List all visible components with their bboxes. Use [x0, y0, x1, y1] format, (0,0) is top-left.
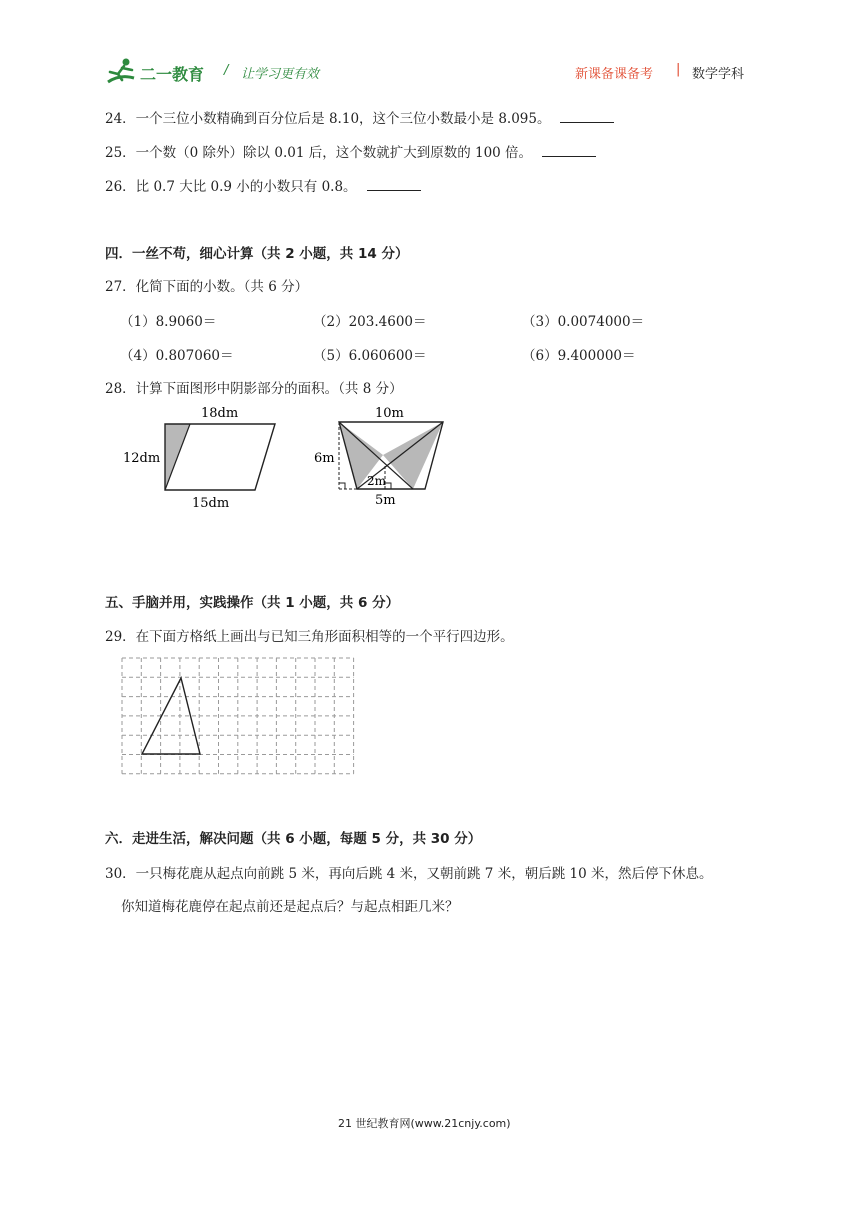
parallelogram-figure [115, 400, 290, 515]
fig2-bottom-label: 5m [375, 493, 396, 508]
question-27: 27．化简下面的小数。（共 6 分） [105, 279, 309, 295]
simplify-item-4: （4）0.807060＝ [120, 348, 234, 364]
fig1-left-label: 12dm [123, 451, 161, 466]
grid-paper[interactable] [120, 656, 360, 778]
question-29: 29．在下面方格纸上画出与已知三角形面积相等的一个平行四边形。 [105, 629, 514, 645]
answer-blank[interactable] [367, 178, 421, 191]
fig1-top-label: 18dm [201, 406, 239, 421]
header-divider: | [676, 62, 681, 77]
simplify-item-6: （6）9.400000＝ [522, 348, 636, 364]
trapezoid-figure [305, 400, 455, 515]
header-slogan: 让学习更有效 [241, 67, 320, 82]
header-course-label: 新课备课备考 [575, 67, 654, 82]
fig2-left-label: 6m [314, 451, 335, 466]
question-30-line-1: 30．一只梅花鹿从起点向前跳 5 米，再向后跳 4 米，又朝前跳 7 米，朝后跳 10 米，然后停下休息。 [105, 866, 713, 882]
question-25-text: 25．一个数（0 除外）除以 0.01 后，这个数就扩大到原数的 100 倍。 [105, 145, 533, 161]
question-25 [105, 141, 596, 161]
fig2-top-label: 10m [375, 406, 404, 421]
header-subject: 数学学科 [692, 67, 745, 82]
footer-text: 21 世纪教育网(www.21cnjy.com) [338, 1117, 511, 1130]
question-26 [105, 175, 421, 195]
section-5-title: 五、手脑并用，实践操作（共 1 小题，共 6 分） [105, 595, 400, 611]
header [0, 0, 860, 100]
simplify-item-3: （3）0.0074000＝ [522, 314, 645, 330]
answer-blank[interactable] [542, 144, 596, 157]
logo-runner-icon [104, 56, 138, 86]
question-30-line-2: 你知道梅花鹿停在起点前还是起点后？与起点相距几米？ [121, 899, 459, 915]
fig2-middle-label: 2m [367, 474, 387, 488]
question-24 [105, 107, 614, 127]
question-28: 28．计算下面图形中阴影部分的面积。（共 8 分） [105, 381, 403, 397]
question-24-text: 24．一个三位小数精确到百分位后是 8.10，这个三位小数最小是 8.095。 [105, 111, 551, 127]
simplify-item-5: （5）6.060600＝ [313, 348, 427, 364]
fig1-bottom-label: 15dm [192, 496, 230, 511]
simplify-item-2: （2）203.4600＝ [313, 314, 427, 330]
logo-text: 二一教育 [140, 65, 205, 84]
section-6-title: 六．走进生活，解决问题（共 6 小题，每题 5 分，共 30 分） [105, 831, 482, 847]
simplify-item-1: （1）8.9060＝ [120, 314, 217, 330]
header-slash: / [224, 63, 229, 78]
question-26-text: 26．比 0.7 大比 0.9 小的小数只有 0.8。 [105, 179, 357, 195]
right-angle-mark [339, 483, 345, 489]
section-4-title: 四．一丝不苟，细心计算（共 2 小题，共 14 分） [105, 246, 409, 262]
answer-blank[interactable] [560, 110, 614, 123]
